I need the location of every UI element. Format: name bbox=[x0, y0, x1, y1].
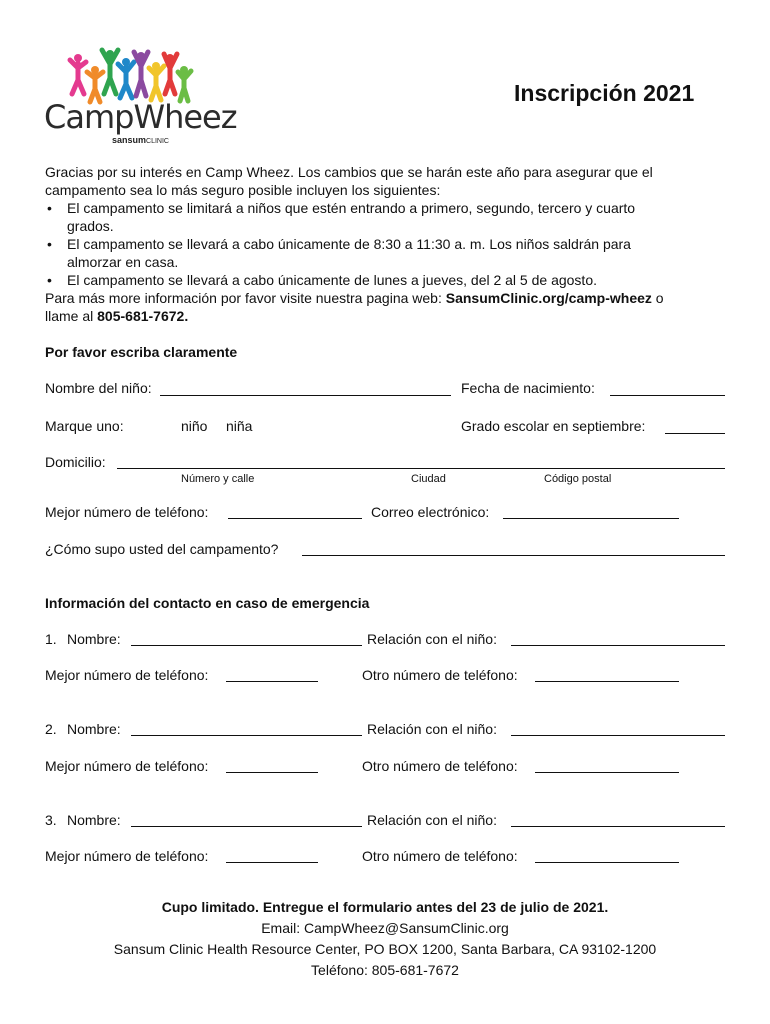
contact-best-phone-field[interactable] bbox=[226, 681, 318, 682]
contact-relation-field[interactable] bbox=[511, 645, 725, 646]
intro-line-1: Gracias por su interés en Camp Wheez. Los cambios que se harán este año para asegurar que el bbox=[45, 164, 653, 180]
address-label: Domicilio: bbox=[45, 454, 106, 470]
contact-best-phone-field[interactable] bbox=[226, 772, 318, 773]
contact-other-phone-label: Otro número de teléfono: bbox=[362, 758, 518, 774]
bullet-1-line-2: grados. bbox=[67, 218, 114, 234]
deadline-notice: Cupo limitado. Entregue el formulario antes del 23 de julio de 2021. bbox=[161, 899, 609, 915]
contact-name-label: Nombre: bbox=[67, 721, 121, 737]
zip-hint: Código postal bbox=[544, 473, 612, 485]
bullet-1-line-1: El campamento se limitará a niños que estén entrando a primero, segundo, tercero y cuarto bbox=[67, 200, 636, 216]
city-hint: Ciudad bbox=[411, 473, 446, 485]
contact-relation-label: Relación con el niño: bbox=[367, 721, 497, 737]
email-field[interactable] bbox=[503, 518, 679, 519]
contact-relation-field[interactable] bbox=[511, 735, 725, 736]
best-phone-label: Mejor número de teléfono: bbox=[45, 504, 209, 520]
boy-option[interactable]: niño bbox=[181, 418, 208, 434]
contact-relation-label: Relación con el niño: bbox=[367, 631, 497, 647]
mark-one-label: Marque uno: bbox=[45, 418, 124, 434]
page-title: Inscripción 2021 bbox=[514, 80, 695, 106]
street-hint: Número y calle bbox=[181, 473, 255, 485]
contact-other-phone-label: Otro número de teléfono: bbox=[362, 667, 518, 683]
more-info-line bbox=[45, 290, 664, 307]
bullet-3-line-1: El campamento se llevará a cabo únicamente de lunes a jueves, del 2 al 5 de agosto. bbox=[67, 272, 597, 288]
intro-line-2: campamento sea lo más seguro posible incluyen los siguientes: bbox=[45, 182, 441, 198]
contact-name-label: Nombre: bbox=[67, 812, 121, 828]
logo-wordmark: CampWheez bbox=[44, 98, 237, 136]
grade-field[interactable] bbox=[665, 433, 725, 434]
how-heard-label: ¿Cómo supo usted del campamento? bbox=[45, 541, 279, 557]
contact-name-field[interactable] bbox=[131, 735, 362, 736]
bullet-2-line-2: almorzar en casa. bbox=[67, 254, 179, 270]
best-phone-field[interactable] bbox=[228, 518, 362, 519]
bullet-dot: • bbox=[47, 200, 52, 216]
more-info-suffix: o bbox=[651, 290, 664, 306]
footer-phone: Teléfono: 805-681-7672 bbox=[311, 962, 459, 978]
contact-best-phone-label: Mejor número de teléfono: bbox=[45, 758, 209, 774]
contact-number: 3. bbox=[45, 812, 57, 828]
bullet-2-line-1: El campamento se llevará a cabo únicamente de 8:30 a 11:30 a. m. Los niños saldrán para bbox=[67, 236, 631, 252]
birth-date-field[interactable] bbox=[610, 395, 725, 396]
contact-best-phone-label: Mejor número de teléfono: bbox=[45, 848, 209, 864]
contact-name-field[interactable] bbox=[131, 645, 362, 646]
logo-sansum-clinic bbox=[112, 135, 169, 145]
logo-sansum: sansum bbox=[112, 135, 147, 145]
more-info-text: Para más more información por favor visite nuestra pagina web: bbox=[45, 290, 446, 306]
how-heard-field[interactable] bbox=[302, 555, 725, 556]
camp-wheez-logo bbox=[40, 44, 237, 148]
contact-name-label: Nombre: bbox=[67, 631, 121, 647]
bullet-dot: • bbox=[47, 272, 52, 288]
contact-name-field[interactable] bbox=[131, 826, 362, 827]
jumping-kids-graphic bbox=[40, 44, 200, 106]
logo-clinic: CLINIC bbox=[146, 138, 169, 145]
contact-best-phone-label: Mejor número de teléfono: bbox=[45, 667, 209, 683]
section-heading-write-clearly: Por favor escriba claramente bbox=[45, 344, 238, 360]
contact-best-phone-field[interactable] bbox=[226, 862, 318, 863]
contact-relation-label: Relación con el niño: bbox=[367, 812, 497, 828]
phone-number: 805-681-7672. bbox=[97, 308, 189, 324]
email-label: Correo electrónico: bbox=[371, 504, 490, 520]
contact-other-phone-field[interactable] bbox=[535, 772, 679, 773]
child-name-field[interactable] bbox=[160, 395, 451, 396]
contact-number: 2. bbox=[45, 721, 57, 737]
call-line bbox=[45, 308, 188, 325]
bullet-dot: • bbox=[47, 236, 52, 252]
girl-option[interactable]: niña bbox=[226, 418, 253, 434]
contact-other-phone-field[interactable] bbox=[535, 681, 679, 682]
child-name-label: Nombre del niño: bbox=[45, 380, 152, 396]
address-field[interactable] bbox=[117, 468, 725, 469]
contact-number: 1. bbox=[45, 631, 57, 647]
contact-other-phone-label: Otro número de teléfono: bbox=[362, 848, 518, 864]
footer-email: Email: CampWheez@SansumClinic.org bbox=[261, 920, 509, 936]
contact-other-phone-field[interactable] bbox=[535, 862, 679, 863]
section-heading-emergency: Información del contacto en caso de emergencia bbox=[45, 595, 370, 611]
call-text: llame al bbox=[45, 308, 98, 324]
website-link[interactable]: SansumClinic.org/camp-wheez bbox=[445, 290, 652, 306]
grade-label: Grado escolar en septiembre: bbox=[461, 418, 646, 434]
birth-date-label: Fecha de nacimiento: bbox=[461, 380, 595, 396]
footer-address: Sansum Clinic Health Resource Center, PO BOX 1200, Santa Barbara, CA 93102-1200 bbox=[113, 941, 657, 957]
contact-relation-field[interactable] bbox=[511, 826, 725, 827]
